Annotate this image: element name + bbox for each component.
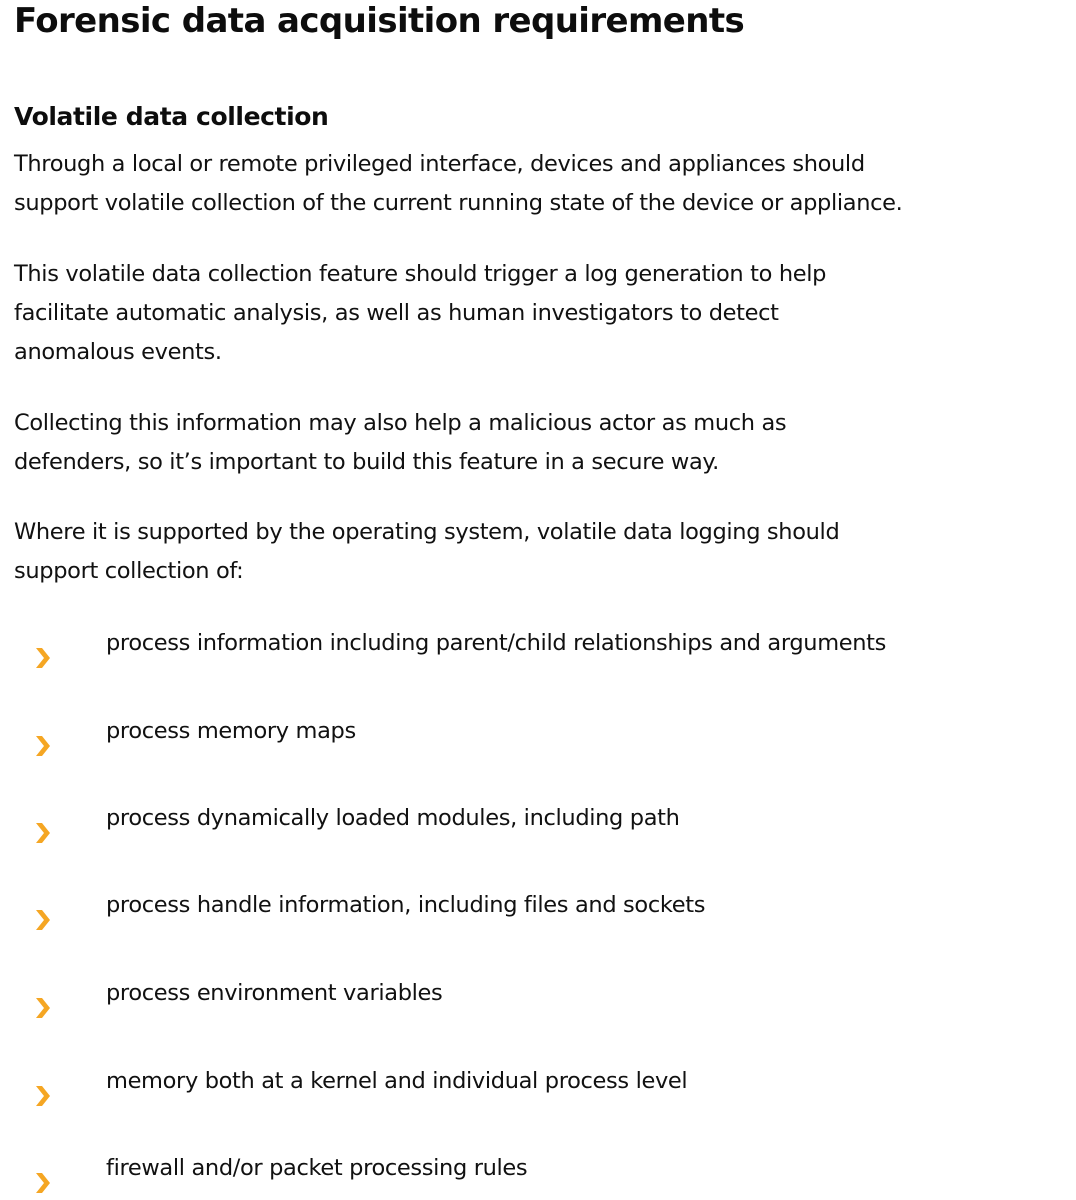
list-item — [0, 978, 1076, 1018]
list-item-text: memory both at a kernel and individual process level — [106, 1068, 688, 1094]
list-item-text: process information including parent/child relationships and arguments — [106, 630, 887, 656]
paragraph-line: Where it is supported by the operating system, volatile data logging should — [14, 519, 840, 545]
section-heading: Volatile data collection — [14, 102, 329, 131]
list-item — [0, 1066, 1076, 1106]
paragraph-line: Through a local or remote privileged interface, devices and appliances should — [14, 151, 865, 177]
chevron-right-icon — [30, 908, 54, 932]
list-item — [0, 890, 1076, 930]
paragraph-line: support collection of: — [14, 558, 244, 584]
list-item-text: process environment variables — [106, 980, 443, 1006]
list-item — [0, 628, 1076, 668]
chevron-right-icon — [30, 1171, 54, 1195]
paragraph-line: Collecting this information may also help a malicious actor as much as — [14, 410, 787, 436]
list-item — [0, 716, 1076, 756]
list-item — [0, 803, 1076, 843]
list-item-text: process handle information, including files and sockets — [106, 892, 706, 918]
paragraph-line: support volatile collection of the current running state of the device or appliance. — [14, 190, 903, 216]
paragraph-line: defenders, so it’s important to build this feature in a secure way. — [14, 449, 719, 475]
list-item-text: process memory maps — [106, 718, 356, 744]
list-item-text: process dynamically loaded modules, including path — [106, 805, 680, 831]
paragraph-line: This volatile data collection feature should trigger a log generation to help — [14, 261, 827, 287]
page-title: Forensic data acquisition requirements — [14, 1, 745, 41]
list-item — [0, 1153, 1076, 1193]
paragraph-line: facilitate automatic analysis, as well as human investigators to detect — [14, 300, 779, 326]
chevron-right-icon — [30, 1084, 54, 1108]
paragraph-line: anomalous events. — [14, 339, 222, 365]
chevron-right-icon — [30, 996, 54, 1020]
chevron-right-icon — [30, 821, 54, 845]
chevron-right-icon — [30, 646, 54, 670]
list-item-text: firewall and/or packet processing rules — [106, 1155, 528, 1181]
chevron-right-icon — [30, 734, 54, 758]
